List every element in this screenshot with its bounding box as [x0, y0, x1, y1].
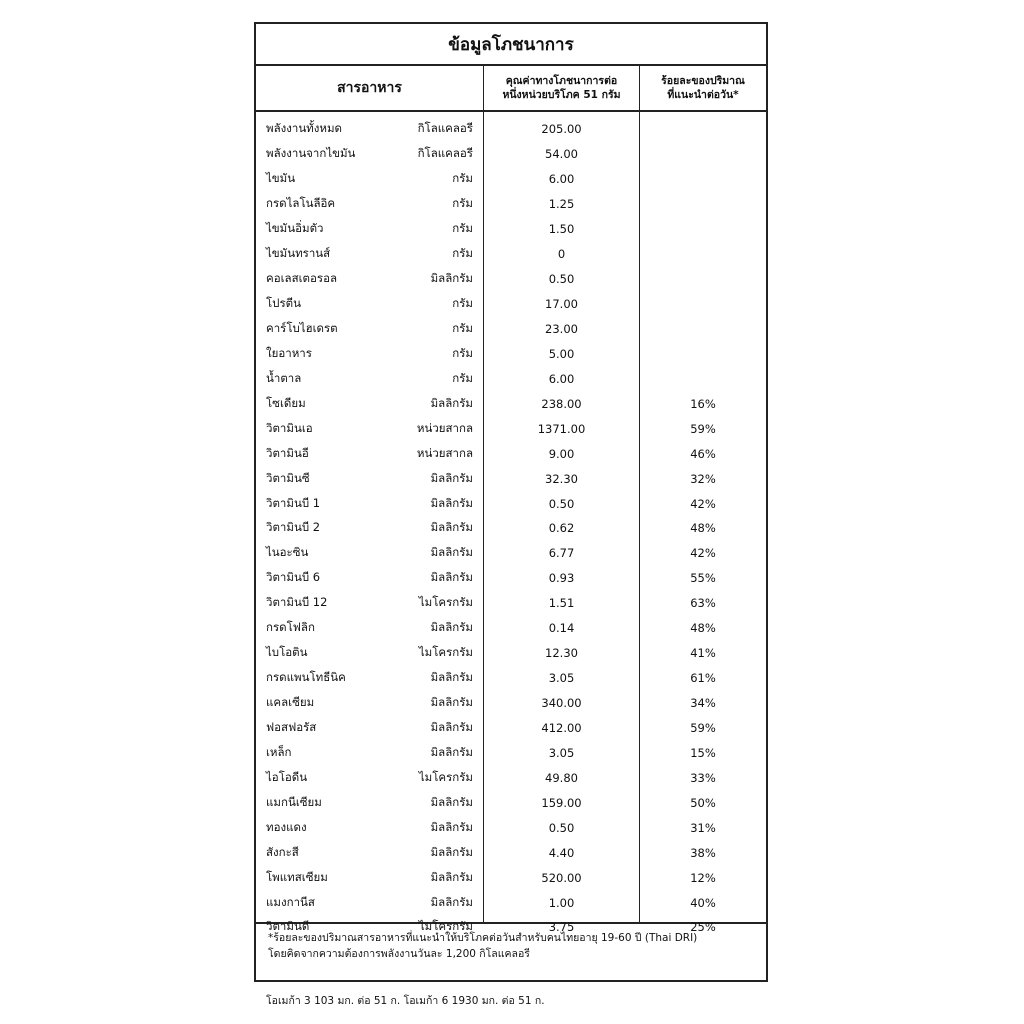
nutrient-value: 1.50: [548, 222, 575, 237]
nutrient-name: ไขมันทรานส์: [266, 246, 331, 261]
table-row: [256, 890, 483, 915]
footnote-line1: *ร้อยละของปริมาณสารอาหารที่แนะนำให้บริโภคต่อวันสำหรับคนไทยอายุ 19-60 ปี (Thai DRI): [268, 932, 698, 944]
table-row: [256, 192, 483, 217]
nutrient-unit: กรัม: [452, 221, 473, 236]
nutrient-name: วิตามินบี 6: [266, 570, 321, 585]
table-row: [256, 491, 483, 516]
nutrient-value: 0: [557, 247, 566, 262]
header-percent-line2: ที่แนะนำต่อวัน*: [667, 89, 739, 101]
nutrient-name: คอเลสเตอรอล: [266, 271, 338, 286]
nutrient-percent: 48%: [690, 621, 716, 636]
nutrient-name: ไขมัน: [266, 171, 296, 186]
nutrient-percent: 48%: [690, 521, 716, 536]
nutrient-value: 238.00: [541, 396, 582, 411]
nutrient-value: 3.05: [548, 745, 575, 760]
nutrient-unit: มิลลิกรัม: [430, 894, 473, 909]
nutrient-percent: [640, 142, 766, 167]
nutrient-name: วิตามินบี 1: [266, 495, 321, 510]
nutrient-name: คาร์โบไฮเดรต: [266, 320, 338, 335]
nutrient-name: ไขมันอิ่มตัว: [266, 221, 324, 236]
nutrient-value: 0.93: [548, 571, 575, 586]
nutrient-unit: ไมโครกรัม: [418, 919, 473, 934]
nutrient-percent: 15%: [690, 745, 716, 760]
footnote: [256, 924, 766, 962]
nutrient-name: แมกนีเซียม: [266, 794, 322, 809]
table-row: [256, 292, 483, 317]
nutrient-unit: มิลลิกรัม: [430, 271, 473, 286]
nutrient-value: 205.00: [541, 122, 582, 137]
nutrient-name: สังกะสี: [266, 844, 299, 859]
header-percent-line1: ร้อยละของปริมาณ: [661, 75, 745, 87]
table-row: [256, 441, 483, 466]
table-row: [256, 317, 483, 342]
nutrient-name: โพแทสเซียม: [266, 869, 328, 884]
nutrient-name: กรดไลโนลีอิค: [266, 196, 336, 211]
nutrient-name: ฟอสฟอรัส: [266, 719, 317, 734]
table-row: [256, 142, 483, 167]
nutrient-percent: 12%: [690, 870, 716, 885]
title-bar: [256, 24, 766, 66]
nutrient-unit: มิลลิกรัม: [430, 395, 473, 410]
nutrient-name: พลังงานทั้งหมด: [266, 121, 343, 136]
nutrient-value: 9.00: [548, 446, 575, 461]
table-row: [256, 117, 483, 142]
nutrient-percent: 42%: [690, 546, 716, 561]
table-row: [256, 466, 483, 491]
nutrient-percent: [640, 217, 766, 242]
nutrient-value: 6.00: [548, 172, 575, 187]
nutrient-name: กรดแพนโทธีนิค: [266, 670, 346, 685]
nutrient-unit: กรัม: [452, 345, 473, 360]
nutrient-value: 5.00: [548, 346, 575, 361]
nutrient-unit: กรัม: [452, 246, 473, 261]
nutrient-unit: มิลลิกรัม: [430, 844, 473, 859]
table-row: [256, 765, 483, 790]
table-row: [256, 740, 483, 765]
nutrient-name: โปรตีน: [266, 296, 301, 311]
nutrient-percent: 16%: [690, 396, 716, 411]
nutrient-value: 3.05: [548, 671, 575, 686]
nutrient-unit: มิลลิกรัม: [430, 695, 473, 710]
header-nutrient: สารอาหาร: [337, 80, 402, 96]
nutrient-unit: มิลลิกรัม: [430, 819, 473, 834]
omega-note: โอเมก้า 3 103 มก. ต่อ 51 ก. โอเมก้า 6 1930 มก. ต่อ 51 ก.: [266, 995, 545, 1007]
nutrient-percent: [640, 317, 766, 342]
nutrient-percent: 33%: [690, 770, 716, 785]
nutrient-name: วิตามินดี: [266, 919, 310, 934]
table-body: [256, 112, 766, 935]
nutrient-value: 159.00: [541, 795, 582, 810]
nutrient-name: แคลเซียม: [266, 695, 315, 710]
nutrient-name: เหล็ก: [266, 744, 292, 759]
nutrient-name: ไนอะซิน: [266, 545, 309, 560]
table-row: [256, 815, 483, 840]
nutrient-value: 0.50: [548, 272, 575, 287]
table-row: [256, 691, 483, 716]
nutrient-percent: 41%: [690, 646, 716, 661]
nutrient-percent: 31%: [690, 820, 716, 835]
footnote-line2: โดยคิดจากความต้องการพลังงานวันละ 1,200 กิโลแคลอรี: [268, 948, 530, 960]
table-row: [256, 242, 483, 267]
nutrient-value: 1.00: [548, 895, 575, 910]
table-row: [256, 217, 483, 242]
header-percent: [639, 66, 766, 110]
nutrient-value: 520.00: [541, 870, 582, 885]
table-header-row: [256, 66, 766, 112]
table-row: [256, 366, 483, 391]
table-row: [256, 591, 483, 616]
nutrient-value: 0.62: [548, 521, 575, 536]
nutrient-name: วิตามินซี: [266, 470, 310, 485]
header-value-line2: หนึ่งหน่วยบริโภค 51 กรัม: [502, 89, 621, 101]
nutrient-value: 54.00: [545, 147, 578, 162]
nutrient-value: 1.51: [548, 596, 575, 611]
nutrient-value: 3.75: [548, 920, 575, 935]
table-row: [256, 541, 483, 566]
nutrient-percent: 50%: [690, 795, 716, 810]
nutrient-value: 49.80: [545, 770, 578, 785]
table-row: [256, 716, 483, 741]
nutrient-unit: ไมโครกรัม: [418, 595, 473, 610]
nutrient-name: กรดโฟลิก: [266, 620, 315, 635]
nutrient-percent: 46%: [690, 446, 716, 461]
header-value: [483, 66, 639, 110]
nutrient-unit: มิลลิกรัม: [430, 545, 473, 560]
page-title: ข้อมูลโภชนาการ: [448, 34, 574, 55]
nutrient-unit: ไมโครกรัม: [418, 645, 473, 660]
nutrient-name: วิตามินเอ: [266, 420, 313, 435]
table-row: [256, 666, 483, 691]
nutrient-unit: หน่วยสากล: [416, 445, 473, 460]
nutrient-unit: กรัม: [452, 196, 473, 211]
nutrient-value: 23.00: [545, 321, 578, 336]
nutrient-value: 17.00: [545, 297, 578, 312]
nutrient-percent: [640, 117, 766, 142]
nutrient-percent: 32%: [690, 471, 716, 486]
nutrient-unit: มิลลิกรัม: [430, 670, 473, 685]
table-row: [256, 840, 483, 865]
nutrient-name: วิตามินบี 2: [266, 520, 321, 535]
nutrient-percent: [640, 292, 766, 317]
nutrient-name: พลังงานจากไขมัน: [266, 146, 356, 161]
nutrient-value: 1.25: [548, 197, 575, 212]
nutrient-value: 6.00: [548, 371, 575, 386]
header-value-line1: คุณค่าทางโภชนาการต่อ: [505, 75, 618, 87]
table-row: [256, 167, 483, 192]
nutrient-name: ไอโอดีน: [266, 769, 308, 784]
nutrient-name: น้ำตาล: [266, 370, 302, 385]
nutrient-percent: 59%: [690, 720, 716, 735]
nutrient-name: ทองแดง: [266, 819, 307, 834]
nutrient-percent: [640, 167, 766, 192]
nutrient-unit: มิลลิกรัม: [430, 744, 473, 759]
nutrient-percent: 38%: [690, 845, 716, 860]
nutrient-percent: 34%: [690, 696, 716, 711]
nutrient-percent: [640, 192, 766, 217]
table-row: [256, 391, 483, 416]
nutrient-unit: มิลลิกรัม: [430, 570, 473, 585]
nutrient-percent: 61%: [690, 671, 716, 686]
nutrient-value: 4.40: [548, 845, 575, 860]
nutrient-name: ใยอาหาร: [266, 345, 312, 360]
nutrient-percent: [640, 242, 766, 267]
nutrient-percent: 55%: [690, 571, 716, 586]
nutrient-unit: กิโลแคลอรี: [417, 146, 473, 161]
nutrient-column: [256, 112, 483, 934]
nutrition-facts-label: [254, 22, 768, 982]
nutrient-value: 340.00: [541, 696, 582, 711]
nutrient-unit: กิโลแคลอรี: [417, 121, 473, 136]
nutrient-unit: หน่วยสากล: [416, 420, 473, 435]
table-row: [256, 790, 483, 815]
nutrient-unit: มิลลิกรัม: [430, 520, 473, 535]
table-row: [256, 641, 483, 666]
nutrient-percent: [640, 341, 766, 366]
nutrient-name: โซเดียม: [266, 395, 306, 410]
table-row: [256, 341, 483, 366]
nutrient-unit: กรัม: [452, 296, 473, 311]
nutrient-unit: กรัม: [452, 171, 473, 186]
nutrient-value: 6.77: [548, 546, 575, 561]
table-row: [256, 566, 483, 591]
table-row: [256, 516, 483, 541]
nutrient-percent: 25%: [690, 920, 716, 935]
nutrient-value: 412.00: [541, 720, 582, 735]
nutrient-name: วิตามินบี 12: [266, 595, 328, 610]
table-row: [256, 267, 483, 292]
nutrient-unit: กรัม: [452, 370, 473, 385]
nutrient-percent: 63%: [690, 596, 716, 611]
nutrient-name: วิตามินอี: [266, 445, 309, 460]
nutrient-name: ไบโอติน: [266, 645, 308, 660]
nutrient-unit: ไมโครกรัม: [418, 769, 473, 784]
value-column: [483, 112, 639, 935]
nutrient-unit: มิลลิกรัม: [430, 470, 473, 485]
nutrient-percent: 42%: [690, 496, 716, 511]
nutrient-value: 32.30: [545, 471, 578, 486]
nutrient-unit: มิลลิกรัม: [430, 719, 473, 734]
nutrient-percent: 59%: [690, 421, 716, 436]
nutrient-name: แมงกานีส: [266, 894, 315, 909]
nutrient-value: 1371.00: [537, 421, 586, 436]
nutrient-percent: 40%: [690, 895, 716, 910]
nutrient-percent: [640, 366, 766, 391]
table-row: [256, 616, 483, 641]
nutrient-value: 0.50: [548, 496, 575, 511]
percent-column: [639, 112, 766, 935]
nutrient-unit: กรัม: [452, 320, 473, 335]
nutrient-unit: มิลลิกรัม: [430, 495, 473, 510]
nutrient-value: 0.50: [548, 820, 575, 835]
nutrient-unit: มิลลิกรัม: [430, 620, 473, 635]
nutrient-value: 0.14: [548, 621, 575, 636]
nutrient-value: 12.30: [545, 646, 578, 661]
table-row: [256, 865, 483, 890]
table-row: [256, 416, 483, 441]
nutrient-unit: มิลลิกรัม: [430, 869, 473, 884]
nutrient-unit: มิลลิกรัม: [430, 794, 473, 809]
nutrient-percent: [640, 267, 766, 292]
